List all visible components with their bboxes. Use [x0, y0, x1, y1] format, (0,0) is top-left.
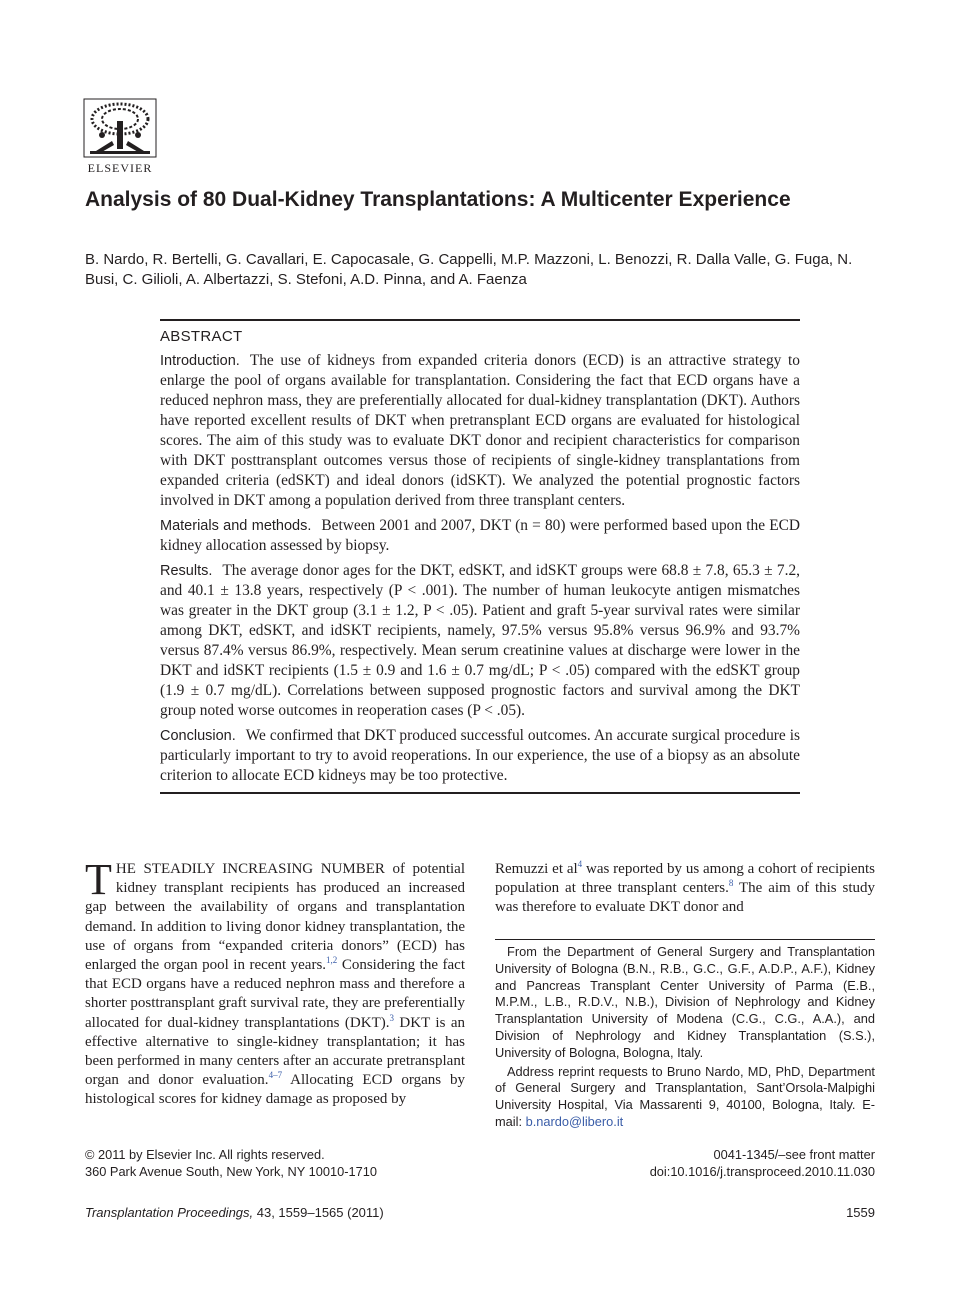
reprint-text: Address reprint requests to Bruno Nardo, MD, PhD, Department of General Surgery and Transplantation, Sant’Orsola-Malpighi University Hospital, Via Massarenti 9, 40100, Bologna, Italy. E-mail:: [495, 1063, 875, 1129]
body-text: The aim of this study was therefore to evaluate DKT donor and: [495, 880, 875, 916]
copyright-block: [85, 1146, 485, 1180]
drop-cap: T: [85, 855, 112, 904]
issn-doi-block: [560, 1146, 875, 1180]
reprint-note: [495, 1064, 875, 1131]
abstract-heading: ABSTRACT: [160, 328, 243, 345]
abstract-conclusion: [160, 726, 800, 786]
footnotes: [495, 944, 875, 1133]
copyright-line: © 2011 by Elsevier Inc. All rights reserved.: [85, 1147, 325, 1162]
issn-line: 0041-1345/–see front matter: [713, 1147, 875, 1162]
abstract-label: Introduction.: [160, 353, 240, 369]
body-column-right: [495, 860, 875, 918]
body-column-left: [85, 855, 465, 1110]
journal-volume: 43, 1559–1565 (2011): [253, 1205, 384, 1220]
body-text: was reported by us among a cohort of recipients population at three transplant centers.: [495, 861, 875, 897]
body-text: Remuzzi et al: [495, 861, 578, 877]
reference-link[interactable]: 8: [728, 878, 734, 889]
body-text: of potential kidney transplant recipients has produced an increased gap between the availability of organs and transplantation demand. In addition to living donor kidney transplantation, the use of organs from “expanded criteria donors” (ECD) has enlarged the organ pool in recent years.: [85, 861, 465, 974]
elsevier-tree-icon: [82, 97, 158, 159]
abstract-text: We confirmed that DKT produced successful outcomes. An accurate surgical procedure is particularly important to try to avoid reoperations. In our experience, the use of a biopsy as an absolute criterion to allocate ECD kidneys may be too protective.: [160, 727, 800, 784]
abstract-label: Materials and methods.: [160, 518, 312, 534]
doi-line[interactable]: doi:10.1016/j.transproceed.2010.11.030: [649, 1164, 875, 1179]
reference-link[interactable]: 4–7: [268, 1070, 283, 1081]
abstract-label: Results.: [160, 563, 213, 579]
elsevier-wordmark: ELSEVIER: [87, 161, 153, 175]
abstract-text: The use of kidneys from expanded criteria donors (ECD) is an attractive strategy to enlarge the pool of organs available for transplantation. Considering the fact that ECD organs have a reduced nephron mass, they are preferentially allocated for dual-kidney transplantation (DKT). Authors have reported excellent results of DKT when pretransplant ECD organs are evaluated for histological scores. The aim of this study was to evaluate DKT donor and recipient characteristics for comparison with DKT posttransplant outcomes versus those of recipients of single-kidney transplantations from expanded criteria (edSKT) and ideal donors (idSKT). We analyzed the potential prognostic factors involved in DKT among a population derived from three transplant centers.: [160, 352, 800, 509]
footnote-divider: [495, 939, 875, 940]
abstract-text: Between 2001 and 2007, DKT (n = 80) were performed based upon the ECD kidney allocation assessed by biopsy.: [160, 517, 800, 554]
reference-link[interactable]: 3: [389, 1012, 394, 1023]
lead-in-text: HE STEADILY INCREASING NUMBER: [115, 861, 385, 877]
abstract-text: The average donor ages for the DKT, edSKT, and idSKT groups were 68.8 ± 7.8, 65.3 ± 7.2, and 40.1 ± 13.8 years, respectively (P < .001). The number of human leukocyte antigen mismatches was greater in the DKT group (3.1 ± 1.2, P < .05). Patient and graft 5-year survival rates were similar among DKT, edSKT, and idSKT recipients, namely, 97.5% versus 95.8% versus 96.9% and 93.7% versus 87.4% versus 86.9%, respectively. Mean serum creatinine values at discharge were lower in the DKT and idSKT recipients (1.5 ± 0.9 and 1.6 ± 0.7 mg/dL; P < .05) compared with the edSKT group (1.9 ± 0.7 mg/dL). Correlations between supposed prognostic factors and survival among the DKT group noted worse outcomes in reoperation cases (P < .05).: [160, 562, 800, 719]
affiliation-note: From the Department of General Surgery and Transplantation University of Bologna (B.N., R.B., G.C., G.F., A.D.P., A.F.), Kidney and Pancreas Transplant Center University of Parma (E.B., M.P.M., L.B., R.D.V., N.B.), Division of Nephrology and Kidney Transplantation University of Modena (C.G., C.G., A.A.), and Division of Nephrology and Kidney Transplantation (S.S.), University of Bologna, Bologna, Italy.: [495, 944, 875, 1060]
page-number: 1559: [846, 1205, 875, 1220]
abstract-results: [160, 561, 800, 721]
abstract-box: [160, 319, 800, 794]
body-text: Considering the fact that ECD organs have a reduced nephron mass and therefore a shorter posttransplant graft survival rate, they are preferentially allocated for dual-kidney transplantations (DKT).: [85, 957, 465, 1031]
abstract-label: Conclusion.: [160, 728, 236, 744]
abstract-methods: [160, 516, 800, 556]
reference-link[interactable]: 4: [577, 859, 583, 869]
abstract-introduction: [160, 351, 800, 511]
journal-citation: [85, 1205, 384, 1220]
elsevier-logo: [82, 97, 158, 177]
author-list: B. Nardo, R. Bertelli, G. Cavallari, E. Capocasale, G. Cappelli, M.P. Mazzoni, L. Benozzi, R. Dalla Valle, G. Fuga, N. Busi, C. Gilioli, A. Albertazzi, S. Stefoni, A.D. Pinna, and A. Faenza: [85, 251, 853, 288]
email-link[interactable]: b.nardo@libero.it: [525, 1113, 624, 1129]
body-text: DKT is an effective alternative to single-kidney transplantation; it has been performed in many centers after an accurate pretransplant organ and donor evaluation.: [85, 1014, 465, 1089]
reference-link[interactable]: 1,2: [326, 955, 338, 966]
publisher-address: 360 Park Avenue South, New York, NY 10010-1710: [85, 1164, 377, 1179]
journal-name: Transplantation Proceedings,: [85, 1205, 254, 1220]
article-title: Analysis of 80 Dual-Kidney Transplantations: A Multicenter Experience: [85, 188, 791, 211]
body-text: Allocating ECD organs by histological scores for kidney damage as proposed by: [85, 1072, 465, 1108]
